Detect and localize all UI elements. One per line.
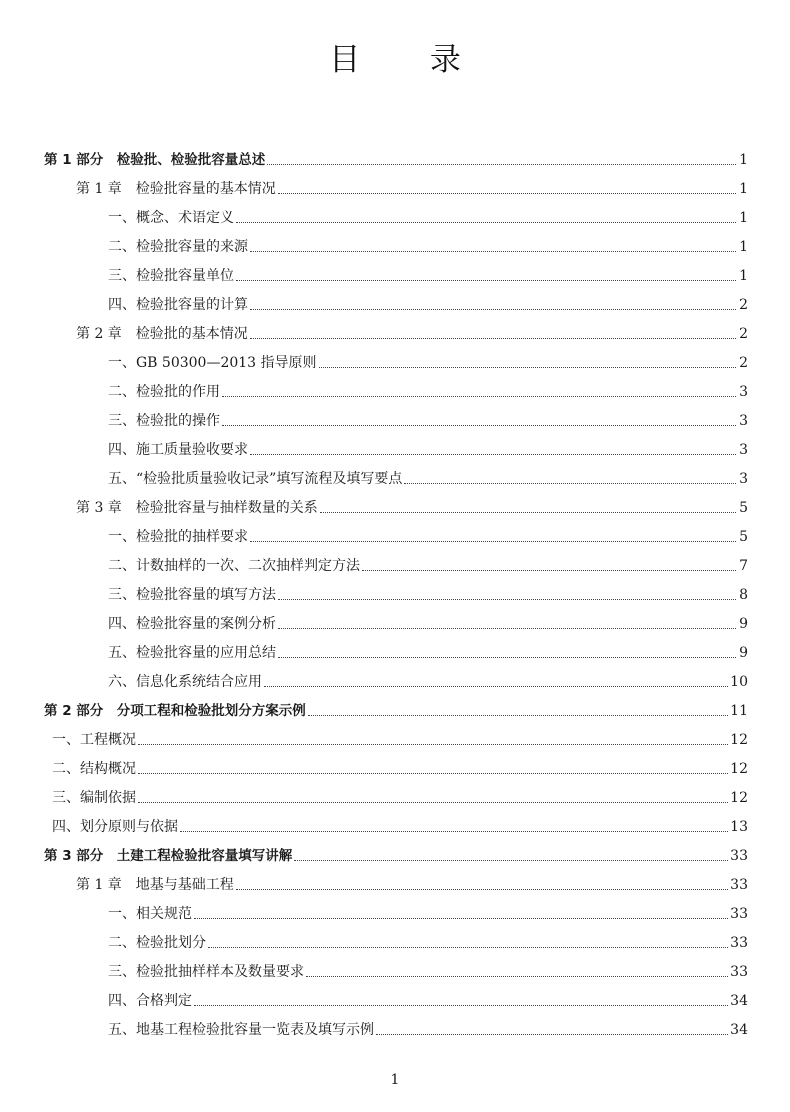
- toc-entry-page: 1: [739, 181, 748, 197]
- toc-entry-page: 2: [739, 355, 748, 371]
- toc-entry[interactable]: [44, 575, 748, 604]
- toc-entry[interactable]: [44, 314, 748, 343]
- dot-leader: [236, 888, 728, 890]
- toc-entry-label: 四、施工质量验收要求: [108, 442, 248, 458]
- toc-entry-page: 12: [730, 790, 748, 806]
- toc-entry-page: 12: [730, 732, 748, 748]
- toc-entry[interactable]: [44, 633, 748, 662]
- dot-leader: [194, 917, 728, 919]
- toc-entry-label: 一、检验批的抽样要求: [108, 529, 248, 545]
- dot-leader: [278, 192, 736, 194]
- toc-entry-label: 五、检验批容量的应用总结: [108, 645, 276, 661]
- toc-entry[interactable]: [44, 749, 748, 778]
- dot-leader: [404, 482, 736, 484]
- dot-leader: [208, 946, 728, 948]
- toc-entry[interactable]: [44, 894, 748, 923]
- toc-entry-page: 10: [730, 674, 748, 690]
- toc-entry[interactable]: [44, 546, 748, 575]
- toc-entry[interactable]: [44, 604, 748, 633]
- toc-entry-page: 3: [739, 413, 748, 429]
- toc-entry[interactable]: [44, 343, 748, 372]
- toc-entry-page: 3: [739, 442, 748, 458]
- toc-entry[interactable]: [44, 430, 748, 459]
- toc-entry-page: 2: [739, 297, 748, 313]
- toc-entry-page: 33: [730, 906, 748, 922]
- toc-entry-label: 三、检验批抽样样本及数量要求: [108, 964, 304, 980]
- dot-leader: [236, 279, 736, 281]
- toc-entry-page: 13: [730, 819, 748, 835]
- toc-entry-label: 三、检验批容量单位: [108, 268, 234, 284]
- toc-entry-label: 一、相关规范: [108, 906, 192, 922]
- toc-entry[interactable]: [44, 865, 748, 894]
- toc-entry-label: 四、合格判定: [108, 993, 192, 1009]
- toc-entry[interactable]: [44, 923, 748, 952]
- dot-leader: [320, 511, 736, 513]
- toc-entry-page: 1: [739, 152, 748, 168]
- toc-entry-label: 第 1 章 检验批容量的基本情况: [76, 181, 276, 197]
- toc-entry-label: 三、检验批容量的填写方法: [108, 587, 276, 603]
- toc-entry[interactable]: [44, 256, 748, 285]
- toc-entry[interactable]: [44, 285, 748, 314]
- dot-leader: [138, 743, 728, 745]
- dot-leader: [264, 685, 728, 687]
- toc-entry-page: 33: [730, 877, 748, 893]
- toc-entry-label: 一、工程概况: [52, 732, 136, 748]
- toc-entry[interactable]: [44, 517, 748, 546]
- toc-entry-label: 四、检验批容量的案例分析: [108, 616, 276, 632]
- toc-entry[interactable]: [44, 952, 748, 981]
- toc-entry-label: 三、编制依据: [52, 790, 136, 806]
- toc-entry-label: 六、信息化系统结合应用: [108, 674, 262, 690]
- toc-entry-page: 34: [730, 993, 748, 1009]
- page-number: 1: [390, 1072, 400, 1088]
- toc-entry[interactable]: [44, 720, 748, 749]
- toc-entry-page: 34: [730, 1022, 748, 1038]
- toc-entry-label: 一、GB 50300—2013 指导原则: [108, 355, 317, 371]
- toc-entry-label: 第 1 章 地基与基础工程: [76, 877, 234, 893]
- toc-entry[interactable]: [44, 981, 748, 1010]
- dot-leader: [250, 308, 736, 310]
- toc-entry-label: 二、检验批容量的来源: [108, 239, 248, 255]
- dot-leader: [138, 801, 728, 803]
- toc-entry[interactable]: [44, 227, 748, 256]
- toc-entry-label: 第 2 章 检验批的基本情况: [76, 326, 248, 342]
- toc-entry[interactable]: [44, 488, 748, 517]
- toc-entry-page: 12: [730, 761, 748, 777]
- toc-entry-page: 1: [739, 239, 748, 255]
- toc-entry-label: 三、检验批的操作: [108, 413, 220, 429]
- toc-entry-label: 二、结构概况: [52, 761, 136, 777]
- toc-entry-page: 33: [730, 848, 748, 864]
- dot-leader: [278, 656, 736, 658]
- page-title: 目 录: [329, 42, 491, 78]
- toc-entry[interactable]: [44, 198, 748, 227]
- toc-entry-label: 一、概念、术语定义: [108, 210, 234, 226]
- dot-leader: [222, 395, 736, 397]
- dot-leader: [278, 627, 736, 629]
- toc-entry-label: 二、检验批划分: [108, 935, 206, 951]
- toc-entry-page: 3: [739, 471, 748, 487]
- toc-entry[interactable]: [44, 169, 748, 198]
- toc-entry-page: 7: [739, 558, 748, 574]
- dot-leader: [306, 975, 728, 977]
- toc-entry-label: 第 3 部分 土建工程检验批容量填写讲解: [44, 848, 293, 864]
- toc-entry-label: 第 3 章 检验批容量与抽样数量的关系: [76, 500, 318, 516]
- dot-leader: [250, 337, 736, 339]
- dot-leader: [308, 714, 728, 716]
- toc-entry-page: 1: [739, 268, 748, 284]
- dot-leader: [278, 598, 736, 600]
- toc-entry-page: 1: [739, 210, 748, 226]
- toc-entry-label: 二、计数抽样的一次、二次抽样判定方法: [108, 558, 360, 574]
- dot-leader: [267, 163, 736, 165]
- toc-entry-page: 33: [730, 964, 748, 980]
- toc-entry[interactable]: [44, 459, 748, 488]
- dot-leader: [236, 221, 736, 223]
- toc-entry-label: 五、地基工程检验批容量一览表及填写示例: [108, 1022, 374, 1038]
- dot-leader: [376, 1033, 728, 1035]
- toc-entry-page: 9: [739, 616, 748, 632]
- toc-entry-label: 二、检验批的作用: [108, 384, 220, 400]
- toc-entry[interactable]: [44, 140, 748, 169]
- toc-entry-page: 11: [730, 703, 748, 719]
- toc-entry[interactable]: [44, 401, 748, 430]
- dot-leader: [138, 772, 728, 774]
- toc-entry[interactable]: [44, 778, 748, 807]
- toc-entry-label: 五、“检验批质量验收记录”填写流程及填写要点: [108, 471, 403, 487]
- dot-leader: [250, 250, 736, 252]
- dot-leader: [250, 453, 736, 455]
- dot-leader: [222, 424, 736, 426]
- toc-entry[interactable]: [44, 1010, 748, 1039]
- toc-entry[interactable]: [44, 372, 748, 401]
- dot-leader: [319, 366, 736, 368]
- toc-entry[interactable]: [44, 691, 748, 720]
- toc-entry-page: 5: [739, 500, 748, 516]
- toc-entry-page: 3: [739, 384, 748, 400]
- toc-entry-page: 5: [739, 529, 748, 545]
- dot-leader: [362, 569, 736, 571]
- toc-entry-label: 四、划分原则与依据: [52, 819, 178, 835]
- toc-entry-label: 第 2 部分 分项工程和检验批划分方案示例: [44, 703, 306, 719]
- toc-entry-label: 四、检验批容量的计算: [108, 297, 248, 313]
- toc-entry-page: 33: [730, 935, 748, 951]
- table-of-contents: [44, 140, 748, 1039]
- toc-entry[interactable]: [44, 836, 748, 865]
- toc-entry[interactable]: [44, 662, 748, 691]
- toc-entry-page: 9: [739, 645, 748, 661]
- dot-leader: [250, 540, 736, 542]
- dot-leader: [180, 830, 728, 832]
- toc-entry-page: 2: [739, 326, 748, 342]
- toc-entry-label: 第 1 部分 检验批、检验批容量总述: [44, 152, 266, 168]
- toc-entry-page: 8: [739, 587, 748, 603]
- toc-entry[interactable]: [44, 807, 748, 836]
- dot-leader: [194, 1004, 728, 1006]
- dot-leader: [294, 859, 728, 861]
